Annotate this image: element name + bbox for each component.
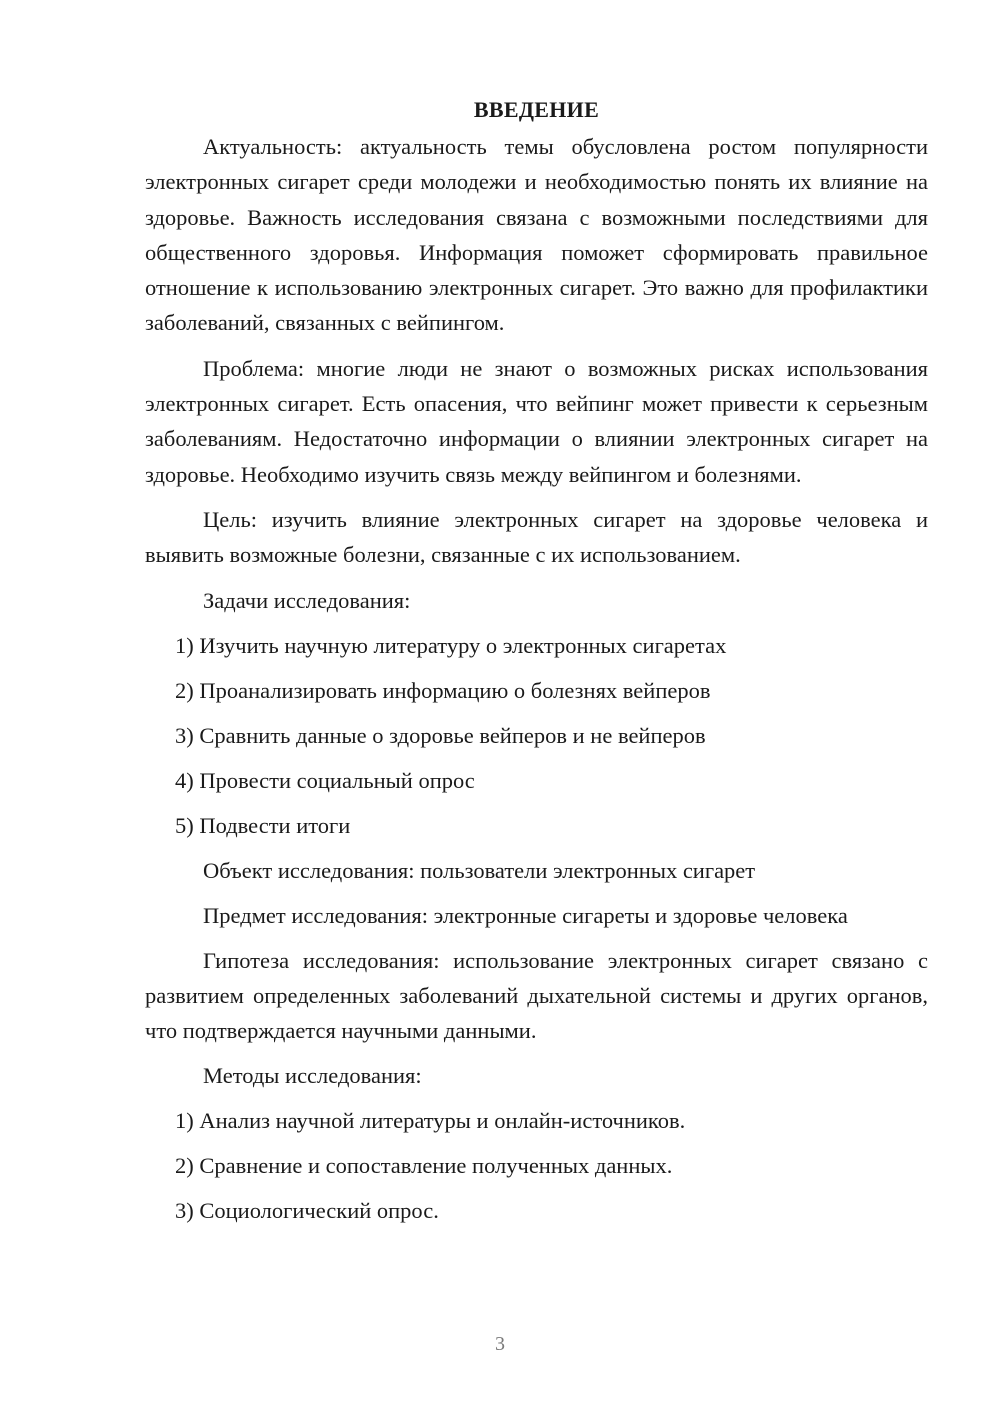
problem-paragraph: Проблема: многие люди не знают о возможных рисках использования электронных сигарет. Есть опасения, что вейпинг может привести к серьезным заболеваниям. Недостаточно информации о влиянии электронных сигарет на здоровье. Необходимо изучить связь между вейпингом и болезнями.	[145, 355, 928, 487]
method-item-3: 3) Социологический опрос.	[175, 1198, 439, 1224]
task-item-5: 5) Подвести итоги	[175, 812, 351, 838]
tasks-label: Задачи исследования:	[203, 587, 411, 613]
task-item-4: 4) Провести социальный опрос	[175, 767, 475, 793]
research-object: Объект исследования: пользователи электронных сигарет	[203, 857, 756, 883]
goal-paragraph: Цель: изучить влияние электронных сигарет на здоровье человека и выявить возможные болезни, связанные с их использованием.	[145, 506, 928, 568]
research-subject: Предмет исследования: электронные сигареты и здоровье человека	[203, 902, 848, 928]
methods-label: Методы исследования:	[203, 1063, 422, 1089]
task-item-2: 2) Проанализировать информацию о болезнях вейперов	[175, 677, 711, 703]
page-title: ВВЕДЕНИЕ	[473, 97, 600, 122]
document-page	[145, 95, 928, 1238]
hypothesis-paragraph: Гипотеза исследования: использование электронных сигарет связано с развитием определенных заболеваний дыхательной системы и других органов, что подтверждается научными данными.	[145, 947, 928, 1044]
relevance-paragraph: Актуальность: актуальность темы обусловлена ростом популярности электронных сигарет среди молодежи и необходимостью понять их влияние на здоровье. Важность исследования связана с возможными последствиями для общественного здоровья. Информация поможет сформировать правильное отношение к использованию электронных сигарет. Это важно для профилактики заболеваний, связанных с вейпингом.	[145, 134, 928, 336]
task-item-1: 1) Изучить научную литературу о электронных сигаретах	[175, 632, 727, 658]
page-number: 3	[495, 1333, 505, 1355]
task-item-3: 3) Сравнить данные о здоровье вейперов и не вейперов	[175, 722, 706, 748]
method-item-1: 1) Анализ научной литературы и онлайн-источников.	[175, 1108, 686, 1134]
method-item-2: 2) Сравнение и сопоставление полученных данных.	[175, 1153, 673, 1179]
